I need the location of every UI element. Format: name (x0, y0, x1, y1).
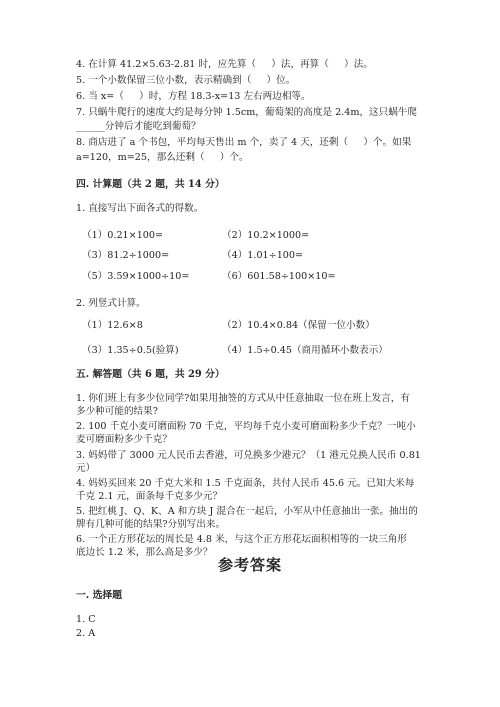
fill-item-5: 5. 一个小数保留三位小数，表示精确到（ ）位。 (76, 75, 296, 86)
calc-q2-item: （2）10.4×0.84（保留一位小数） (222, 320, 375, 331)
fill-item-7-cont: ______分钟后才能吃到葡萄？ (76, 121, 201, 132)
fill-item-4: 4. 在计算 41.2×5.63-2.81 时，应先算（ ）法，再算（ ）法。 (76, 59, 373, 70)
calc-q2-item: （1）12.6×8 (82, 320, 143, 331)
fill-item-8-cont: a=120，m=25，那么还剩（ ）个。 (76, 152, 249, 163)
fill-item-6: 6. 当 x=（ ）时，方程 18.3-x=13 左右两边相等。 (76, 91, 311, 102)
problem-line: 1. 你们班上有多少位同学?如果用抽签的方式从中任意抽取一位在班上发言，有 (76, 393, 410, 404)
calc-q2-item: （3）1.35÷0.5(验算) (82, 345, 179, 356)
problem-line: 5. 把红桃 J、Q、K、A 和方块 J 混合在一起后，小军从中任意抽出一张。抽出的 (76, 506, 418, 517)
calc-q1-item: （6）601.58÷100×10= (222, 271, 336, 282)
fill-item-7: 7. 只蜗牛爬行的速度大约是每分钟 1.5cm，葡萄架的高度是 2.4m，这只蜗牛爬 (76, 107, 418, 118)
problem-line: 3. 妈妈带了 3000 元人民币去香港，可兑换多少港元？（1 港元兑换人民币 0.81 (76, 450, 421, 461)
calc-q1-item: （2）10.2×1000= (222, 230, 310, 241)
calc-q1-item: （4）1.01÷100= (222, 250, 304, 261)
problem-line: 多少种可能的结果? (76, 406, 158, 417)
answer-key-title: 参考答案 (217, 556, 282, 574)
problem-line: 麦可磨面粉多少千克？ (76, 434, 172, 445)
answer-item: 2. A (76, 628, 96, 639)
calc-q2-item: （4）1.5÷0.45（商用循环小数表示） (222, 345, 388, 356)
problem-line: 底边长 1.2 米，那么高是多少？ (76, 547, 213, 558)
calc-q2-prompt: 2. 列竖式计算。 (76, 298, 146, 309)
problem-line: 元） (76, 463, 96, 474)
calc-q1-item: （1）0.21×100= (82, 230, 164, 241)
fill-item-8: 8. 商店进了 a 个书包，平均每天售出 m 个，卖了 4 天，还剩（ ）个。如果 (76, 137, 412, 148)
problem-line: 千克 2.1 元，面条每千克多少元？ (76, 491, 223, 502)
calc-q1-prompt: 1. 直接写出下面各式的得数。 (76, 203, 204, 214)
problem-line: 牌有几种可能的结果?分别写出来。 (76, 519, 226, 530)
section5-heading: 五. 解答题（共 6 题，共 29 分） (76, 369, 225, 380)
problem-line: 6. 一个正方形花坛的周长是 4.8 米，与这个正方形花坛面积相等的一块三角形 (76, 534, 407, 545)
answers-heading: 一. 选择题 (76, 590, 123, 601)
answer-item: 1. C (76, 614, 96, 625)
section4-heading: 四. 计算题（共 2 题，共 14 分） (76, 179, 225, 190)
problem-line: 2. 100 千克小麦可磨面粉 70 千克，平均每千克小麦可磨面粉多少千克？一吨小 (76, 421, 416, 432)
calc-q1-item: （3）81.2÷1000= (82, 250, 170, 261)
problem-line: 4. 妈妈买回来 20 千克大米和 1.5 千克面条，共付人民币 45.6 元。已知大米每 (76, 478, 415, 489)
calc-q1-item: （5）3.59×1000÷10= (82, 271, 190, 282)
